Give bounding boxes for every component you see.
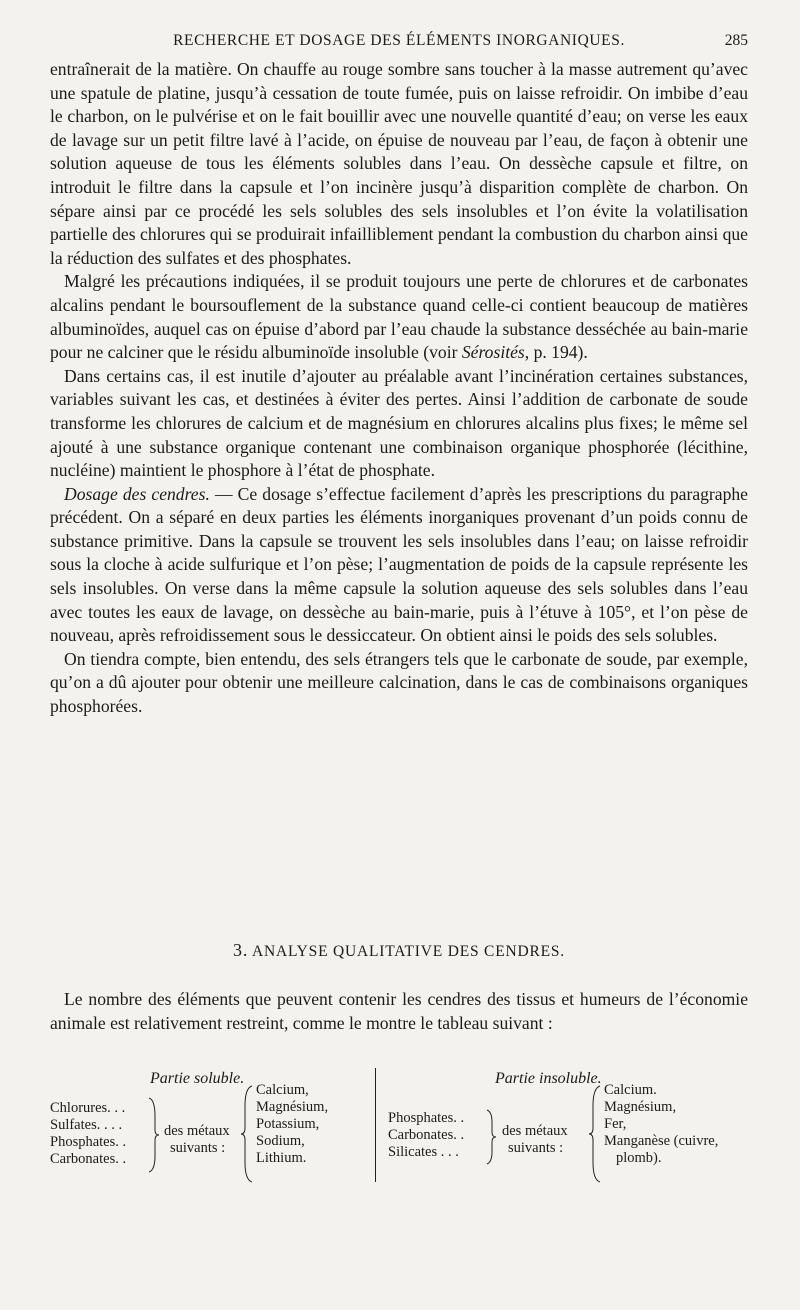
body-text [50, 58, 748, 719]
metal-item: Magnésium, [256, 1099, 329, 1115]
insoluble-salt: Phosphates. . [388, 1110, 465, 1126]
metal-item: Sodium, [256, 1133, 305, 1149]
section-number: 3. [233, 940, 249, 960]
soluble-salt: Carbonates. . [50, 1151, 127, 1167]
metal-item: Lithium. [256, 1150, 307, 1166]
paragraph-4 [50, 483, 748, 648]
insoluble-salts-brace [484, 1108, 498, 1166]
column-divider [375, 1068, 376, 1182]
running-header [50, 26, 748, 56]
ash-elements-table [50, 1068, 750, 1183]
intro-text [50, 988, 748, 1035]
paragraph-3: Dans certains cas, il est inutile d’ajouter au préalable avant l’incinération certaines substances, variables suivant les cas, et destinées à éviter des pertes. Ainsi l’addition de carbonate de soude transforme les chlorures de calcium et de magnésium en chlorures alcalins plus fixes; le même sel ajouté à une substance organique contenant une combinaison organique phosphorée (lécithine, nucléine) maintient le phosphore à l’état de phosphate. [50, 365, 748, 481]
paragraph-2 [50, 270, 748, 364]
soluble-metals-list [256, 1082, 328, 1167]
caption-line: des métaux [164, 1123, 230, 1139]
caption-line: suivants : [170, 1140, 226, 1156]
paragraph-4-text: — Ce dosage s’effectue facilement d’après les prescriptions du paragraphe précédent. On a séparé en deux parties les éléments inorganiques provenant d’un poids connu de substance primitive. Dans la capsule se trouvent les sels insolubles dans l’eau; on laisse refroidir sous la cloche à acide sulfurique et l’on pèse; l’augmentation de poids de la capsule représente les sels insolubles. On verse dans la même capsule la solution aqueuse des sels solubles dans l’eau avec toutes les eaux de lavage, on dessèche au bain-marie, puis à l’étuve à 105°, et l’on pèse de nouveau, après refroidissement sous le dessiccateur. On obtient ainsi le poids des sels solubles. [50, 483, 748, 646]
insoluble-salt: Silicates . . . [388, 1144, 459, 1160]
metal-item: Potassium, [256, 1116, 320, 1132]
insoluble-salt: Carbonates. . [388, 1127, 465, 1143]
paragraph-2-text-start: Malgré les précautions indiquées, il se produit toujours une perte de chlorures et de carbonates alcalins pendant le boursouflement de la substance quand celle-ci contient beaucoup de matières albuminoïdes, auquel cas on épuise d’abord par l’eau chaude la substance desséchée au bain-marie pour ne calciner que le résidu albuminoïde insoluble (voir [50, 271, 748, 363]
soluble-salts-list [50, 1100, 126, 1168]
soluble-salt: Sulfates. . . . [50, 1117, 123, 1133]
soluble-metals-brace [240, 1084, 254, 1184]
paragraph-1: entraînerait de la matière. On chauffe au rouge sombre sans toucher à la masse autrement qu’avec une spatule de platine, jusqu’à cessation de toute fumée, puis on laisse refroidir. On imbibe d’eau le charbon, on le pulvérise et on le fait bouillir avec une nouvelle quantité d’eau; on verse les eaux de lavage sur un petit filtre lavé à l’acide, on épuise de nouveau par l’eau, de façon à obtenir une solution aqueuse de tous les éléments solubles dans l’eau. On dessèche capsule et filtre, on introduit le filtre dans la capsule et l’on incinère jusqu’à disparition complète de charbon. On sépare ainsi par ce procédé les sels solubles des sels insolubles et l’on évite la volatilisation partielle des chlorures qui se produirait infailliblement pendant la combustion du charbon ainsi que la réduction des sulfates et des phosphates. [50, 59, 748, 268]
header-title: RECHERCHE ET DOSAGE DES ÉLÉMENTS INORGANIQUES. [173, 32, 625, 49]
metal-item: plomb). [616, 1150, 662, 1166]
insoluble-metals-list [604, 1082, 718, 1167]
heading-insoluble: Partie insoluble. [495, 1070, 602, 1087]
paragraph-5: On tiendra compte, bien entendu, des sels étrangers tels que le carbonate de soude, par exemple, qu’on a dû ajouter pour obtenir une meilleure calcination, dans le cas de combinaisons organiques phosphorées. [50, 648, 748, 717]
section-heading [50, 940, 748, 961]
heading-soluble: Partie soluble. [150, 1070, 245, 1087]
metal-item: Calcium. [604, 1082, 657, 1098]
caption-line: suivants : [508, 1140, 564, 1156]
metal-item: Fer, [604, 1116, 627, 1132]
metal-item: Magnésium, [604, 1099, 677, 1115]
reference-serosites: Sérosités [461, 342, 525, 363]
insoluble-salts-list [388, 1110, 464, 1161]
insoluble-metals-caption [502, 1123, 568, 1157]
metal-item: Manganèse (cuivre, [604, 1133, 719, 1149]
section-title: ANALYSE QUALITATIVE DES CENDRES. [251, 943, 565, 960]
insoluble-metals-brace [588, 1084, 602, 1184]
subheading-dosage-des-cendres: Dosage des cendres. [64, 483, 210, 504]
soluble-salt: Phosphates. . [50, 1134, 127, 1150]
soluble-salts-brace [146, 1096, 160, 1174]
caption-line: des métaux [502, 1123, 568, 1139]
page-number: 285 [724, 32, 748, 49]
intro-paragraph: Le nombre des éléments que peuvent contenir les cendres des tissus et humeurs de l’économie animale est relativement restreint, comme le montre le tableau suivant : [50, 989, 748, 1033]
soluble-metals-caption [164, 1123, 230, 1157]
metal-item: Calcium, [256, 1082, 309, 1098]
paragraph-2-text-end: , p. 194). [524, 342, 588, 363]
soluble-salt: Chlorures. . . [50, 1100, 126, 1116]
